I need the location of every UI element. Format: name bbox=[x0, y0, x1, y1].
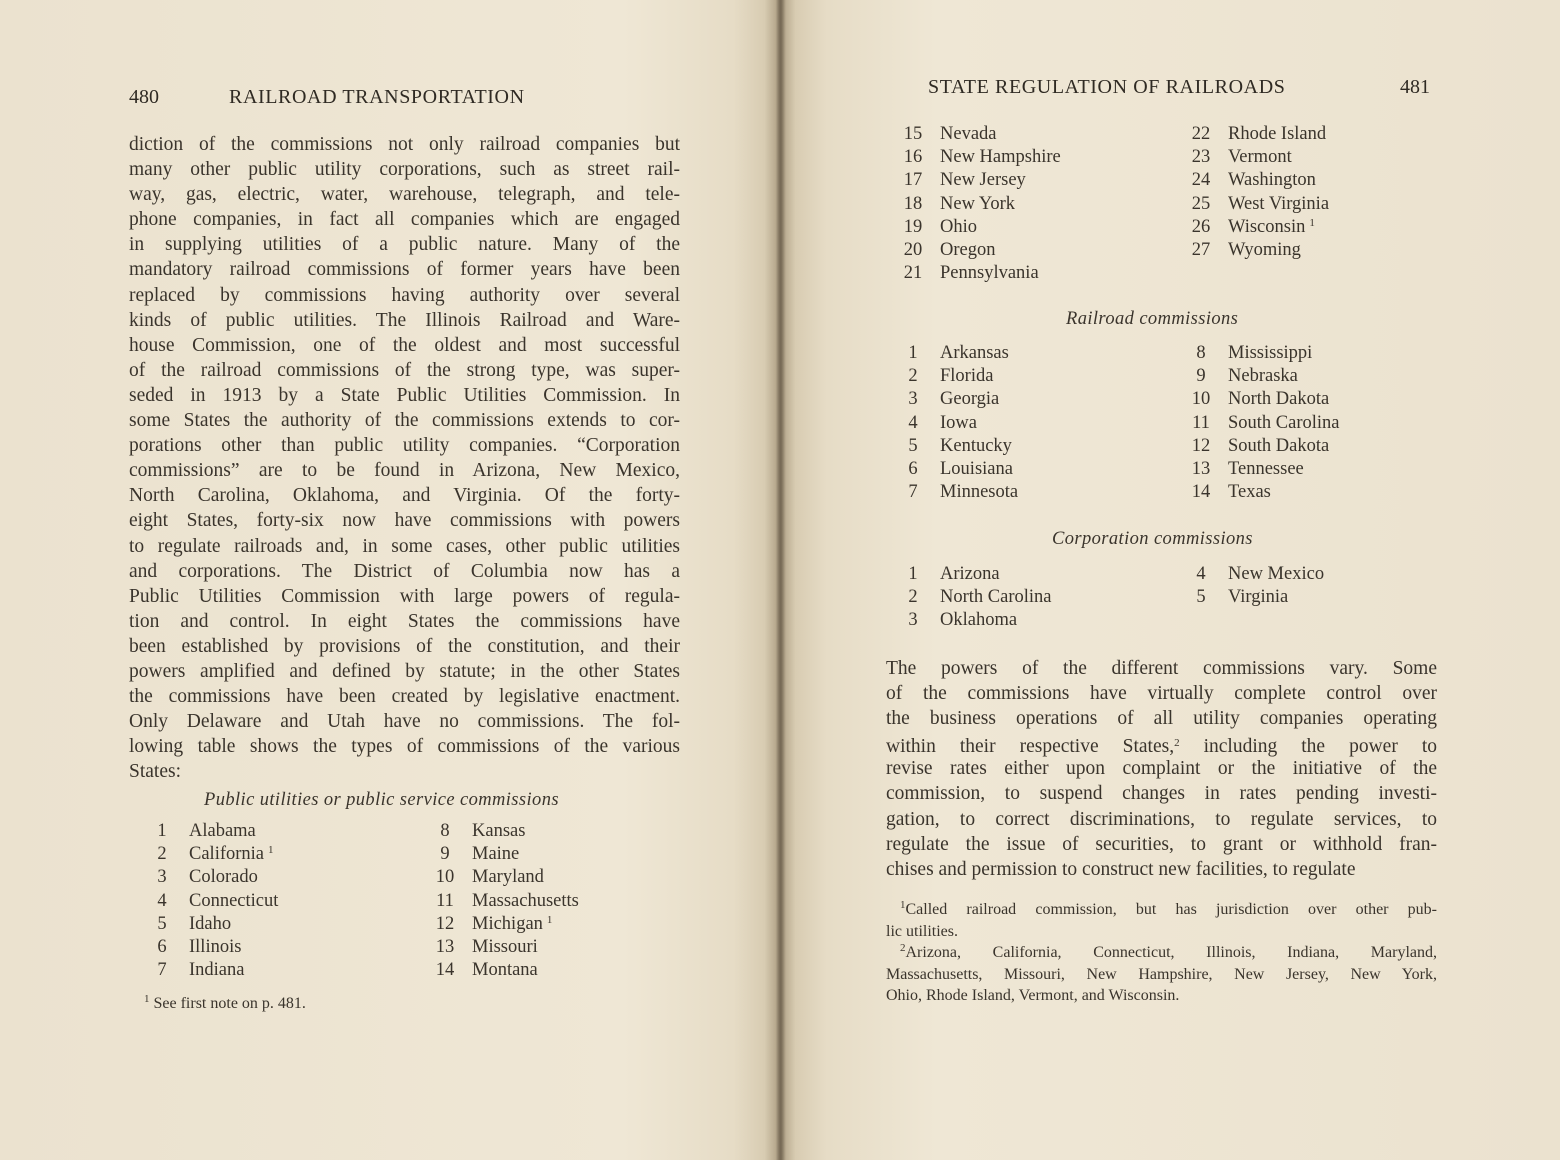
state-number: 4 bbox=[908, 412, 918, 433]
state-list-item bbox=[1184, 147, 1292, 168]
state-list-item bbox=[896, 610, 1017, 631]
state-list-item bbox=[145, 867, 258, 888]
state-name: Louisiana bbox=[940, 459, 1013, 479]
state-number: 16 bbox=[903, 147, 923, 168]
text-line: Public Utilities Commission with large powers of regula- bbox=[129, 585, 680, 607]
state-name: Illinois bbox=[189, 937, 242, 957]
text-line: revise rates either upon complaint or the initiative of the bbox=[886, 758, 1437, 780]
state-number: 21 bbox=[903, 263, 923, 284]
state-name: Massachusetts bbox=[472, 890, 579, 911]
text-line: of the railroad commissions of the strong type, was super- bbox=[129, 359, 680, 381]
state-list-item bbox=[428, 960, 538, 981]
state-number: 7 bbox=[908, 482, 918, 503]
body-paragraph bbox=[886, 656, 1437, 882]
state-name: Mississippi bbox=[1228, 343, 1313, 363]
state-list-item bbox=[145, 821, 256, 842]
state-list-item bbox=[145, 844, 274, 865]
state-number: 26 bbox=[1191, 216, 1211, 237]
table-title-corporation: Corporation commissions bbox=[1052, 529, 1253, 549]
state-list-item bbox=[428, 891, 579, 912]
state-name: Arizona bbox=[940, 564, 1000, 584]
state-number: 8 bbox=[1196, 343, 1206, 363]
footnote-line: lic utilities. bbox=[886, 922, 958, 940]
state-list-item bbox=[1184, 459, 1304, 480]
text-line bbox=[886, 731, 1437, 756]
state-number: 24 bbox=[1191, 170, 1211, 191]
state-list-item bbox=[896, 366, 993, 387]
state-name: Oregon bbox=[940, 240, 996, 260]
state-number: 20 bbox=[903, 240, 923, 260]
state-number: 12 bbox=[435, 913, 455, 934]
state-name: Minnesota bbox=[940, 482, 1019, 503]
state-name: New York bbox=[940, 193, 1016, 214]
state-name: Colorado bbox=[189, 867, 258, 888]
state-list-item bbox=[1184, 124, 1326, 145]
state-number: 10 bbox=[435, 867, 455, 888]
state-name: Vermont bbox=[1228, 147, 1292, 168]
state-name: Oklahoma bbox=[940, 610, 1018, 631]
state-list-item bbox=[428, 867, 544, 888]
state-number: 3 bbox=[908, 389, 918, 410]
state-number: 13 bbox=[435, 937, 455, 957]
state-list-item bbox=[1184, 217, 1315, 238]
state-number: 11 bbox=[436, 890, 454, 911]
state-number: 13 bbox=[1191, 459, 1211, 479]
state-number: 1 bbox=[908, 564, 918, 584]
state-number: 15 bbox=[903, 124, 923, 144]
text-line: Only Delaware and Utah have no commissions. The fol- bbox=[129, 711, 680, 733]
footnote-line: Ohio, Rhode Island, Vermont, and Wisconsin. bbox=[886, 987, 1180, 1004]
state-list-item bbox=[428, 821, 525, 842]
text-line: and corporations. The District of Columbia now has a bbox=[129, 560, 680, 582]
text-line: The powers of the different commissions vary. Some bbox=[886, 658, 1437, 679]
state-name: Indiana bbox=[189, 960, 245, 981]
state-list-item bbox=[896, 413, 977, 434]
state-name: Maine bbox=[472, 844, 520, 865]
state-name: West Virginia bbox=[1228, 193, 1330, 214]
table-title-railroad: Railroad commissions bbox=[1066, 309, 1239, 329]
text-line: phone companies, in fact all companies which are engaged bbox=[129, 209, 680, 231]
text-line: replaced by commissions having authority over several bbox=[129, 284, 680, 306]
footnote-mark: 2 bbox=[900, 942, 906, 954]
text-line: regulate the issue of securities, to grant or withhold fran- bbox=[886, 833, 1437, 855]
state-name: Wisconsin bbox=[1228, 216, 1306, 237]
state-name: Michigan bbox=[472, 913, 543, 934]
footnote bbox=[144, 989, 544, 1015]
footnote-text: Arizona, California, Connecticut, Illinois, Indiana, Maryland, bbox=[905, 944, 1437, 961]
state-list-item bbox=[1184, 170, 1316, 191]
text-line: lowing table shows the types of commissions of the various bbox=[129, 736, 680, 758]
state-list-item bbox=[896, 263, 1039, 284]
state-number: 22 bbox=[1191, 124, 1211, 144]
text-line: chises and permission to construct new facilities, to regulate bbox=[886, 858, 1356, 880]
footnote-mark: 1 bbox=[144, 993, 150, 1005]
state-name: Nevada bbox=[940, 124, 997, 144]
state-number: 23 bbox=[1191, 147, 1211, 168]
state-list-item bbox=[1184, 413, 1340, 434]
text-line: in supplying utilities of a public nature. Many of the bbox=[129, 234, 680, 256]
state-name: New Jersey bbox=[940, 170, 1026, 191]
state-list-item bbox=[1184, 366, 1298, 387]
state-name: Iowa bbox=[940, 412, 977, 433]
state-list-item bbox=[145, 960, 244, 981]
state-list-item bbox=[145, 937, 241, 958]
state-list-item bbox=[896, 459, 1013, 480]
page-number: 481 bbox=[1400, 76, 1430, 98]
footnote-reference: 1 bbox=[1309, 216, 1315, 229]
text-line: seded in 1913 by a State Public Utilities Commission. In bbox=[129, 384, 680, 406]
text-line: the commissions have been created by legislative enactment. bbox=[129, 686, 680, 708]
state-name: Maryland bbox=[472, 867, 544, 888]
state-list-item bbox=[896, 587, 1052, 608]
state-number: 9 bbox=[440, 844, 450, 865]
state-list-item bbox=[896, 343, 1009, 364]
state-number: 25 bbox=[1191, 193, 1211, 214]
state-name: California bbox=[189, 844, 265, 865]
state-list-item bbox=[896, 482, 1018, 503]
state-number: 10 bbox=[1191, 389, 1211, 410]
state-name: Florida bbox=[940, 366, 994, 387]
state-name: Rhode Island bbox=[1228, 124, 1327, 144]
state-name: Kentucky bbox=[940, 435, 1012, 456]
state-list-item bbox=[896, 194, 1015, 215]
text-line: eight States, forty-six now have commissions with powers bbox=[129, 510, 680, 532]
state-list-item bbox=[1184, 389, 1329, 410]
state-number: 1 bbox=[157, 821, 167, 841]
state-name: Washington bbox=[1228, 170, 1316, 191]
text-line: commissions” are to be found in Arizona, New Mexico, bbox=[129, 460, 680, 482]
state-list-item bbox=[896, 217, 977, 238]
state-list-item bbox=[145, 891, 278, 912]
text-line: some States the authority of the commissions extends to cor- bbox=[129, 410, 680, 432]
state-list-item bbox=[896, 240, 995, 261]
footnote-line bbox=[886, 895, 1437, 921]
running-head: RAILROAD TRANSPORTATION bbox=[229, 86, 525, 108]
book-gutter bbox=[776, 0, 786, 1160]
state-number: 12 bbox=[1191, 435, 1211, 456]
footnote-mark: 1 bbox=[900, 899, 906, 911]
text-line: powers amplified and defined by statute; in the other States bbox=[129, 660, 680, 682]
state-number: 6 bbox=[908, 459, 918, 479]
state-number: 4 bbox=[1196, 564, 1206, 584]
state-number: 27 bbox=[1191, 240, 1211, 260]
state-number: 5 bbox=[1196, 587, 1206, 608]
footnote-reference: 2 bbox=[1174, 737, 1180, 750]
text-line: been established by provisions of the constitution, and their bbox=[129, 635, 680, 657]
state-name: Pennsylvania bbox=[940, 263, 1039, 284]
table-title-public-utilities: Public utilities or public service commissions bbox=[204, 790, 559, 810]
text-line: gation, to correct discriminations, to regulate services, to bbox=[886, 808, 1437, 830]
state-name: Wyoming bbox=[1228, 240, 1301, 260]
state-number: 3 bbox=[157, 867, 167, 888]
footnote-text: See first note on p. 481. bbox=[153, 995, 306, 1012]
text-line: way, gas, electric, water, warehouse, telegraph, and tele- bbox=[129, 184, 680, 206]
state-name: Montana bbox=[472, 960, 538, 981]
state-name: North Carolina bbox=[940, 587, 1052, 608]
state-number: 7 bbox=[157, 960, 167, 981]
state-list-item bbox=[896, 389, 999, 410]
state-name: Idaho bbox=[189, 913, 232, 934]
state-number: 19 bbox=[903, 216, 923, 237]
state-number: 5 bbox=[908, 435, 918, 456]
state-number: 14 bbox=[435, 960, 455, 981]
state-name: Alabama bbox=[189, 821, 256, 841]
state-number: 9 bbox=[1196, 366, 1206, 387]
state-list-item bbox=[1184, 587, 1288, 608]
page-number: 480 bbox=[129, 86, 159, 108]
state-list-item bbox=[896, 124, 997, 145]
state-name: Arkansas bbox=[940, 343, 1009, 363]
state-name: Ohio bbox=[940, 216, 977, 237]
state-list-item bbox=[428, 844, 519, 865]
state-list-item bbox=[896, 170, 1026, 191]
right-page bbox=[786, 0, 1560, 1160]
state-name: Virginia bbox=[1228, 587, 1289, 608]
state-number: 18 bbox=[903, 193, 923, 214]
text-line: the business operations of all utility companies operating bbox=[886, 708, 1437, 730]
state-number: 8 bbox=[440, 821, 450, 841]
state-list-item bbox=[428, 937, 538, 958]
state-name: New Mexico bbox=[1228, 564, 1325, 584]
footnote-line bbox=[886, 938, 1437, 964]
state-list-item bbox=[1184, 564, 1324, 585]
body-paragraph bbox=[129, 132, 680, 784]
state-list-item bbox=[896, 147, 1061, 168]
state-list-item bbox=[896, 436, 1012, 457]
state-name: Missouri bbox=[472, 937, 538, 957]
state-number: 4 bbox=[157, 890, 167, 911]
state-list-item bbox=[1184, 240, 1301, 261]
state-list-item bbox=[428, 914, 552, 935]
state-number: 2 bbox=[908, 587, 918, 608]
state-name: Texas bbox=[1228, 482, 1271, 503]
text-line: tion and control. In eight States the commissions have bbox=[129, 610, 680, 632]
text-line: kinds of public utilities. The Illinois Railroad and Ware- bbox=[129, 309, 680, 331]
text-line: many other public utility corporations, such as street rail- bbox=[129, 159, 680, 181]
text-line: porations other than public utility companies. “Corporation bbox=[129, 435, 680, 457]
state-number: 1 bbox=[908, 343, 918, 363]
state-number: 11 bbox=[1192, 412, 1210, 433]
text-line: mandatory railroad commissions of former years have been bbox=[129, 259, 680, 281]
text-line: North Carolina, Oklahoma, and Virginia. Of the forty- bbox=[129, 485, 680, 507]
state-name: Connecticut bbox=[189, 890, 279, 911]
state-number: 6 bbox=[157, 937, 167, 957]
footnote-1 bbox=[886, 895, 1437, 942]
state-list-item bbox=[1184, 482, 1271, 503]
state-name: South Dakota bbox=[1228, 435, 1330, 456]
state-name: New Hampshire bbox=[940, 147, 1061, 168]
left-page bbox=[0, 0, 776, 1160]
footnote-reference: 1 bbox=[268, 844, 274, 857]
text-segment: including the power to bbox=[1179, 736, 1438, 758]
state-number: 2 bbox=[157, 844, 167, 865]
footnote-text: Called railroad commission, but has jurisdiction over other pub- bbox=[905, 901, 1437, 918]
state-number: 3 bbox=[908, 610, 918, 631]
text-line: commission, to suspend changes in rates pending investi- bbox=[886, 783, 1437, 805]
state-number: 5 bbox=[157, 913, 167, 934]
state-name: Georgia bbox=[940, 389, 1000, 410]
state-name: South Carolina bbox=[1228, 412, 1340, 433]
state-list-item bbox=[1184, 436, 1329, 457]
text-line: house Commission, one of the oldest and most successful bbox=[129, 334, 680, 356]
state-list-item bbox=[1184, 194, 1329, 215]
state-number: 17 bbox=[903, 170, 923, 191]
state-list-item bbox=[1184, 343, 1312, 364]
state-name: North Dakota bbox=[1228, 389, 1330, 410]
state-list-item bbox=[145, 914, 231, 935]
text-segment: within their respective States, bbox=[886, 736, 1175, 758]
running-head: STATE REGULATION OF RAILROADS bbox=[928, 76, 1286, 98]
state-name: Nebraska bbox=[1228, 366, 1298, 387]
state-list-item bbox=[896, 564, 1000, 585]
state-number: 14 bbox=[1191, 482, 1211, 503]
text-line: States: bbox=[129, 761, 181, 783]
state-name: Kansas bbox=[472, 821, 526, 841]
footnote-reference: 1 bbox=[546, 913, 553, 926]
footnote-2 bbox=[886, 938, 1437, 1007]
text-line: diction of the commissions not only railroad companies but bbox=[129, 134, 680, 155]
state-number: 2 bbox=[908, 366, 918, 387]
footnote-line: Massachusetts, Missouri, New Hampshire, New Jersey, New York, bbox=[886, 965, 1437, 983]
state-name: Tennessee bbox=[1228, 459, 1304, 479]
text-line: to regulate railroads and, in some cases, other public utilities bbox=[129, 535, 680, 557]
text-line: of the commissions have virtually complete control over bbox=[886, 683, 1437, 705]
